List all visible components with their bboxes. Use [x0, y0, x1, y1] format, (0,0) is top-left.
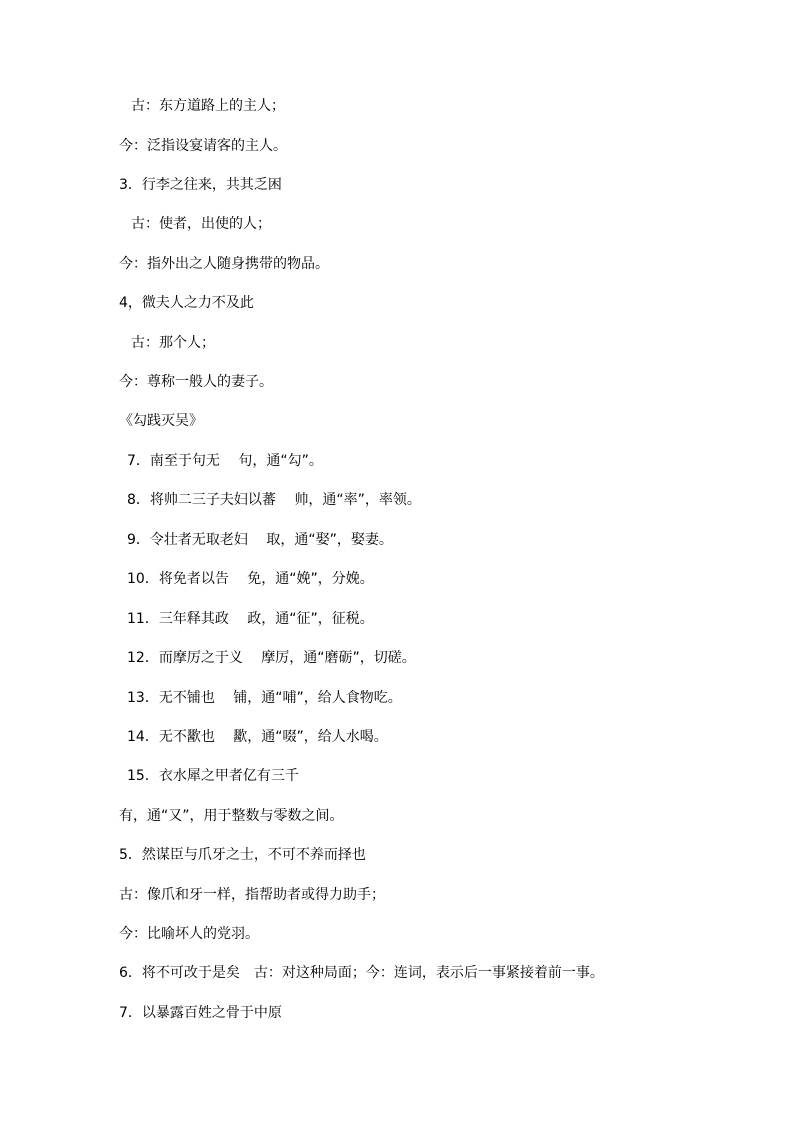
text-line: 古：像爪和牙一样，指帮助者或得力助手； [119, 887, 385, 903]
text-line: 11．三年释其政 政，通“征”，征税。 [127, 611, 374, 627]
text-line: 13．无不铺也 铺，通“哺”，给人食物吃。 [127, 690, 402, 706]
text-line: 14．无不歠也 歠，通“啜”，给人水喝。 [127, 729, 388, 745]
text-line: 有，通“又”，用于整数与零数之间。 [119, 808, 344, 824]
text-line: 今：指外出之人随身携带的物品。 [119, 256, 329, 272]
text-line: 今：尊称一般人的妻子。 [119, 374, 273, 390]
section-title: 《勾践灭吴》 [119, 413, 203, 429]
text-line: 6．将不可改于是矣 古：对这种局面；今：连词，表示后一事紧接着前一事。 [119, 965, 604, 981]
text-line: 古：使者，出使的人； [131, 216, 271, 232]
text-line: 古：那个人； [131, 335, 215, 351]
text-line: 10．将免者以告 免，通“娩”，分娩。 [127, 571, 374, 587]
text-line: 5．然谋臣与爪牙之士，不可不养而择也 [119, 847, 366, 863]
text-line: 4，微夫人之力不及此 [119, 295, 254, 311]
text-line: 15．衣水犀之甲者亿有三千 [127, 768, 299, 784]
text-line: 12．而摩厉之于义 摩厉，通“磨砺”，切磋。 [127, 650, 416, 666]
text-line: 8．将帅二三子夫妇以蕃 帅，通“率”，率领。 [127, 492, 421, 508]
text-line: 古：东方道路上的主人； [131, 98, 285, 114]
text-line: 3．行李之往来，共其乏困 [119, 177, 282, 193]
text-line: 今：泛指设宴请客的主人。 [119, 138, 287, 154]
text-line: 9．令壮者无取老妇 取，通“娶”，娶妻。 [127, 532, 393, 548]
text-line: 7．以暴露百姓之骨于中原 [119, 1005, 282, 1021]
text-line: 今：比喻坏人的党羽。 [119, 926, 259, 942]
text-line: 7．南至于句无 句，通“勾”。 [127, 453, 323, 469]
